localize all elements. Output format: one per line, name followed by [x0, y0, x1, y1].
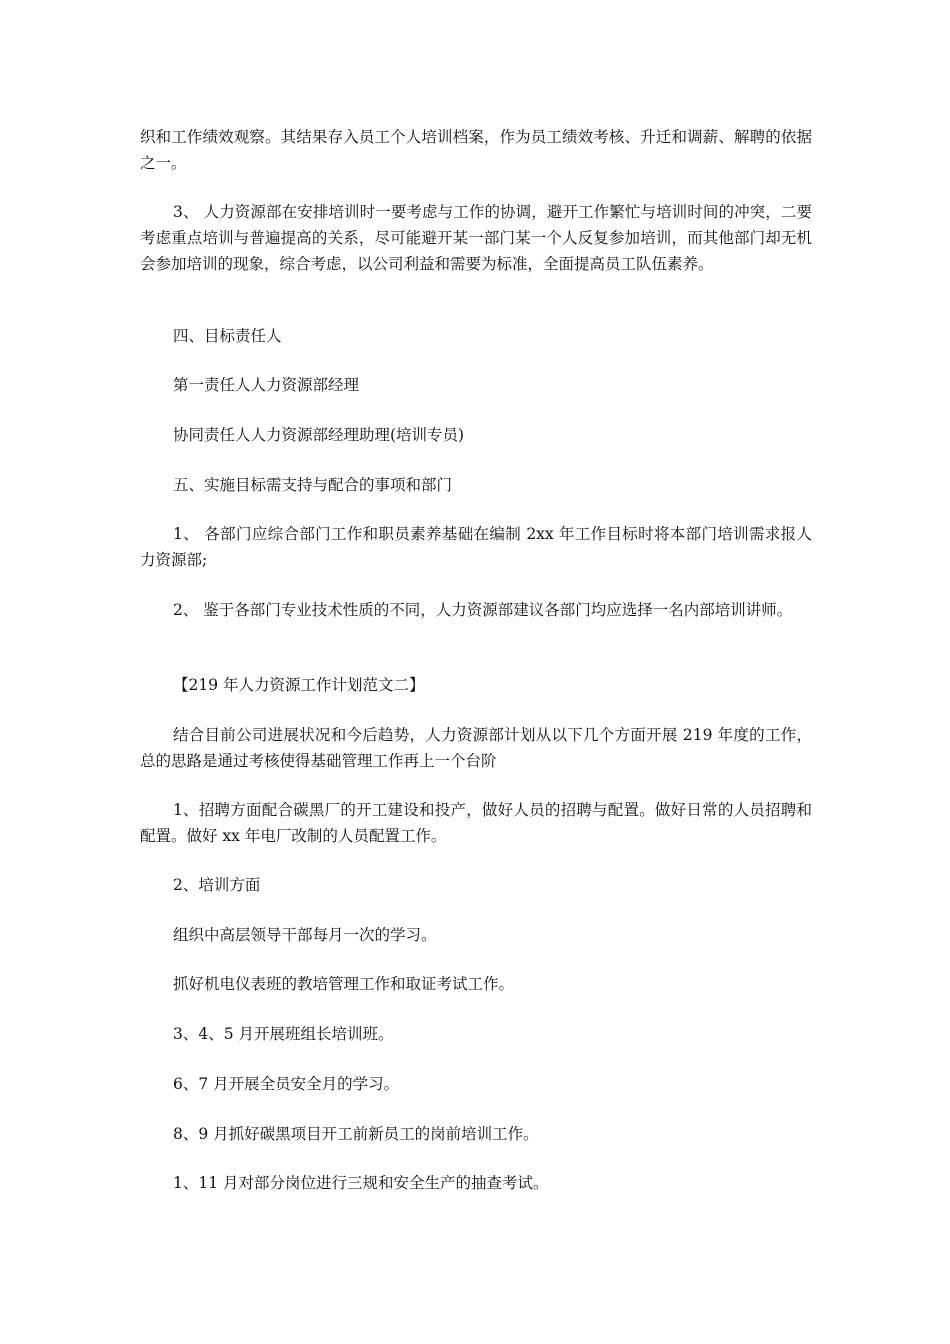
- paragraph-co-responsible: 协同责任人人力资源部经理助理(培训专员): [173, 426, 465, 444]
- paragraph-spot-exam: 1、11 月对部分岗位进行三规和安全生产的抽查考试。: [173, 1174, 549, 1192]
- paragraph-training-coordination: 3、 人力资源部在安排培训时一要考虑与工作的协调，避开工作繁忙与培训时间的冲突，二要考虑重点培训与普遍提高的关系，尽可能避开某一部门某一个人反复参加培训，而其他部门却无机会参加培训的现象，综合考虑，以公司利益和需要为标准，全面提高员工队伍素养。: [140, 203, 812, 273]
- paragraph-department-needs: 1、 各部门应综合部门工作和职员素养基础在编制 2xx 年工作目标时将本部门培训需求报人力资源部;: [140, 525, 812, 569]
- heading-training: 2、培训方面: [173, 876, 261, 894]
- paragraph-internal-trainer: 2、 鉴于各部门专业技术性质的不同，人力资源部建议各部门均应选择一名内部培训讲师。: [173, 601, 793, 619]
- heading-target-responsible: 四、目标责任人: [173, 327, 282, 345]
- paragraph-leader-study: 组织中高层领导干部每月一次的学习。: [173, 926, 437, 944]
- paragraph-first-responsible: 第一责任人人力资源部经理: [173, 376, 360, 394]
- paragraph-team-leader-class: 3、4、5 月开展班组长培训班。: [173, 1025, 394, 1043]
- paragraph-safety-month: 6、7 月开展全员安全月的学习。: [173, 1075, 400, 1093]
- paragraph-instrument-class: 抓好机电仪表班的教培管理工作和取证考试工作。: [173, 975, 515, 993]
- heading-support-departments: 五、实施目标需支持与配合的事项和部门: [173, 476, 453, 494]
- heading-sample-two: 【219 年人力资源工作计划范文二】: [173, 676, 425, 694]
- paragraph-new-employee-training: 8、9 月抓好碳黑项目开工前新员工的岗前培训工作。: [173, 1125, 539, 1143]
- paragraph-overall-plan: 结合目前公司进展状况和今后趋势，人力资源部计划从以下几个方面开展 219 年度的工作，总的思路是通过考核使得基础管理工作再上一个台阶: [140, 726, 812, 770]
- paragraph-training-record: 织和工作绩效观察。其结果存入员工个人培训档案，作为员工绩效考核、升迁和调薪、解聘的依据之一。: [140, 128, 812, 172]
- paragraph-recruitment: 1、招聘方面配合碳黑厂的开工建设和投产，做好人员的招聘与配置。做好日常的人员招聘和配置。做好 xx 年电厂改制的人员配置工作。: [140, 801, 812, 845]
